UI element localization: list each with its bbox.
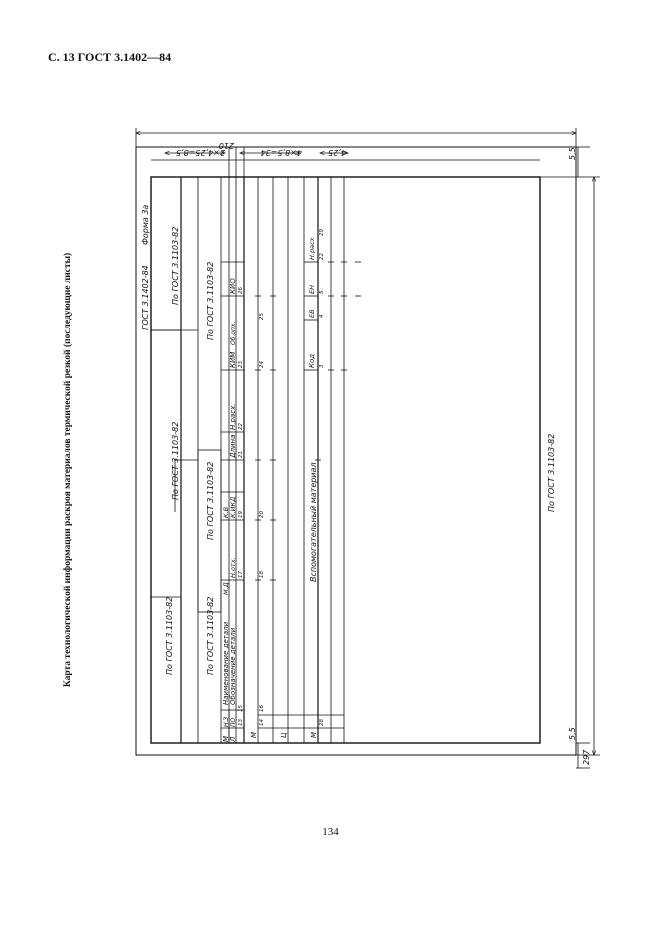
num-25: 25 <box>259 313 265 320</box>
page-header: С. 13 ГОСТ 3.1402—84 <box>48 50 172 64</box>
ref-5: По ГОСТ 3.1103-82 <box>206 461 215 540</box>
col-obopkh: Об.опх. <box>230 321 237 345</box>
num-24: 24 <box>259 361 265 368</box>
ref-7: По ГОСТ 3.1103-82 <box>547 433 556 512</box>
num-22b: 22 <box>319 253 325 260</box>
col-nrasch: Н.расх. <box>229 403 237 430</box>
row-m-l: М <box>250 731 258 738</box>
num-5: 5 <box>319 290 325 294</box>
num-19: 19 <box>238 511 244 518</box>
col-en: ЕН <box>308 285 316 294</box>
col-ev: ЕВ <box>308 309 316 318</box>
col-nrasch2: Н.расх <box>308 237 316 260</box>
num-29: 29 <box>319 229 325 236</box>
col-nz: Н.З <box>223 716 230 727</box>
mid-block-label: 4×8,5=34 <box>260 148 302 157</box>
col-kio: КИО <box>229 278 237 294</box>
col-kv: К.В <box>222 506 230 518</box>
col-kod: Код <box>308 353 316 368</box>
ref-1: По ГОСТ 3.1103-82 <box>171 226 180 305</box>
num-23: 23 <box>238 361 244 368</box>
row-m-2: М <box>310 731 318 738</box>
form-label: Форма 3а <box>141 204 150 245</box>
width-label: 210 <box>218 141 234 150</box>
col-kikd: К.ИКД <box>229 496 237 518</box>
vspom-label: Вспомогательный материал <box>309 462 318 582</box>
col-notkh: Н.отх. <box>229 557 237 578</box>
col-naim: Наименование детали <box>222 621 230 705</box>
col-po: ПО <box>230 717 237 727</box>
row-l: Л <box>229 736 237 742</box>
right-block-label: 4,25 <box>328 148 346 157</box>
page-number: 134 <box>322 826 339 838</box>
ref-6: По ГОСТ 3.1103-82 <box>206 596 215 675</box>
sheet-outline <box>136 147 576 755</box>
ref-2: По ГОСТ 3.1103-82 <box>171 421 180 500</box>
num-26: 26 <box>238 287 244 294</box>
col-obozn: Обозначение детали <box>229 627 237 705</box>
num-15: 15 <box>238 705 244 712</box>
height-label: 297 <box>582 749 591 765</box>
num-17: 17 <box>238 571 244 578</box>
num-20: 20 <box>259 511 265 518</box>
margin-bottom-label: 5,5 <box>568 727 577 740</box>
col-dlina: Длина <box>229 434 237 458</box>
num-16: 16 <box>259 705 265 712</box>
num-28: 28 <box>319 719 325 726</box>
col-kim: КИМ <box>229 351 237 368</box>
col-md: М.Д <box>222 582 230 595</box>
form-standard: ГОСТ 3.1402-84 <box>141 265 150 330</box>
num-14: 14 <box>259 719 265 726</box>
num-3: 3 <box>319 364 325 368</box>
num-13: 13 <box>238 719 244 726</box>
row-m: М <box>222 735 230 742</box>
num-21: 21 <box>238 451 244 458</box>
num-18: 18 <box>259 571 265 578</box>
num-4: 4 <box>319 314 325 318</box>
ref-3: По ГОСТ 3.1103-82 <box>165 596 174 675</box>
form-title: Карта технологической информации раскроя материалов термической резкой (последующие листы) <box>63 252 73 688</box>
left-block-label: 2×4,25=8,5 <box>175 148 225 157</box>
margin-top-label: 5,5 <box>568 147 577 160</box>
num-22: 22 <box>238 423 244 430</box>
row-ts: Ц <box>280 732 288 738</box>
ref-4: По ГОСТ 3.1103-82 <box>206 261 215 340</box>
